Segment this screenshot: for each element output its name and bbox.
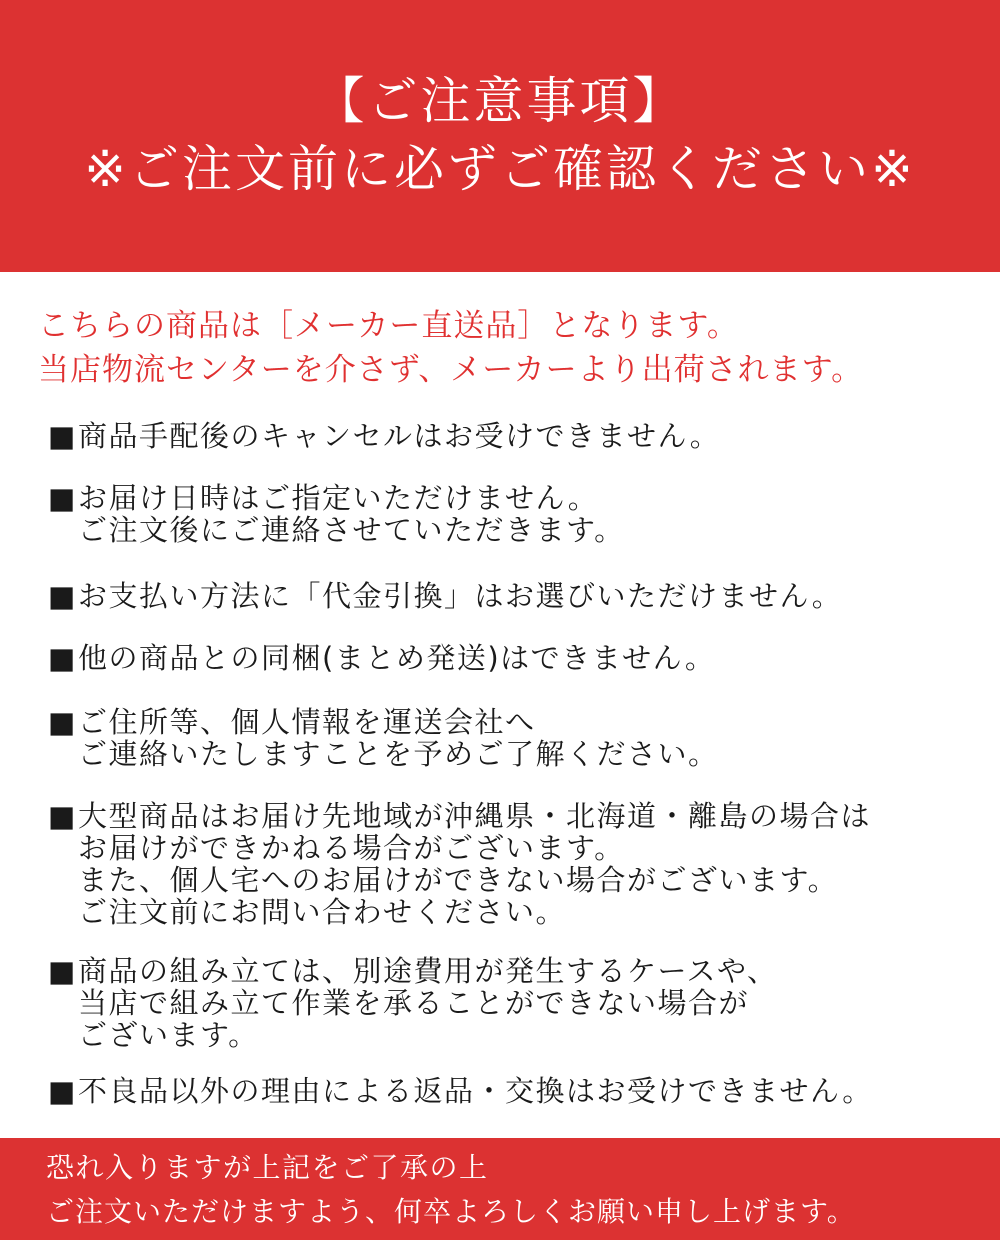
intro-text: [38, 304, 978, 392]
bullet-square-icon: ■: [48, 954, 77, 988]
notice-item: [48, 800, 871, 928]
intro-line-2: 当店物流センターを介さず、メーカーより出荷されます。: [38, 352, 864, 388]
closing-footer: [0, 1138, 1000, 1240]
notice-line: 当店で組み立て作業を承ることができない場合が: [78, 986, 750, 1020]
notice-line: ご注文後にご連絡させていただきます。: [78, 513, 625, 547]
notice-item: [48, 580, 842, 612]
notice-item: [48, 482, 625, 546]
notice-header: [0, 0, 1000, 272]
notice-item: [48, 642, 715, 674]
notice-line: お届け日時はご指定いただけません。: [78, 481, 599, 515]
notice-item: [48, 1075, 873, 1107]
bullet-square-icon: ■: [48, 579, 77, 613]
page-subtitle: ※ご注文前に必ずご確認ください※: [84, 140, 916, 198]
bullet-square-icon: ■: [48, 419, 77, 453]
notice-line: 大型商品はお届け先地域が沖縄県・北海道・離島の場合は: [78, 799, 872, 833]
footer-line-1: 恐れ入りますが上記をご了承の上: [46, 1151, 489, 1184]
notice-line: ございます。: [78, 1018, 259, 1052]
notice-item: [48, 955, 777, 1051]
notice-line: お支払い方法に「代金引換」はお選びいただけません。: [78, 579, 843, 613]
notice-line: 商品手配後のキャンセルはお受けできません。: [78, 419, 721, 453]
notice-item: [48, 420, 720, 452]
bullet-square-icon: ■: [48, 799, 77, 833]
bullet-square-icon: ■: [48, 705, 77, 739]
notice-line: 他の商品との同梱(まとめ発送)はできません。: [78, 641, 716, 675]
notice-line: また、個人宅へのお届けができない場合がございます。: [78, 863, 839, 897]
notice-item: [48, 706, 719, 770]
bullet-square-icon: ■: [48, 641, 77, 675]
notice-line: ご住所等、個人情報を運送会社へ: [78, 705, 536, 739]
notice-line: お届けができかねる場合がございます。: [78, 831, 625, 865]
bullet-square-icon: ■: [48, 1074, 77, 1108]
page-title: 【ご注意事項】: [314, 72, 686, 130]
notice-line: 商品の組み立ては、別途費用が発生するケースや、: [78, 954, 778, 988]
notice-line: ご連絡いたしますことを予めご了解ください。: [78, 737, 719, 771]
notice-line: 不良品以外の理由による返品・交換はお受けできません。: [78, 1074, 873, 1108]
notice-line: ご注文前にお問い合わせください。: [78, 895, 567, 929]
footer-line-2: ご注文いただけますよう、何卒よろしくお願い申し上げます。: [46, 1195, 856, 1228]
bullet-square-icon: ■: [48, 481, 77, 515]
intro-line-1: こちらの商品は［メーカー直送品］となります。: [38, 308, 739, 344]
